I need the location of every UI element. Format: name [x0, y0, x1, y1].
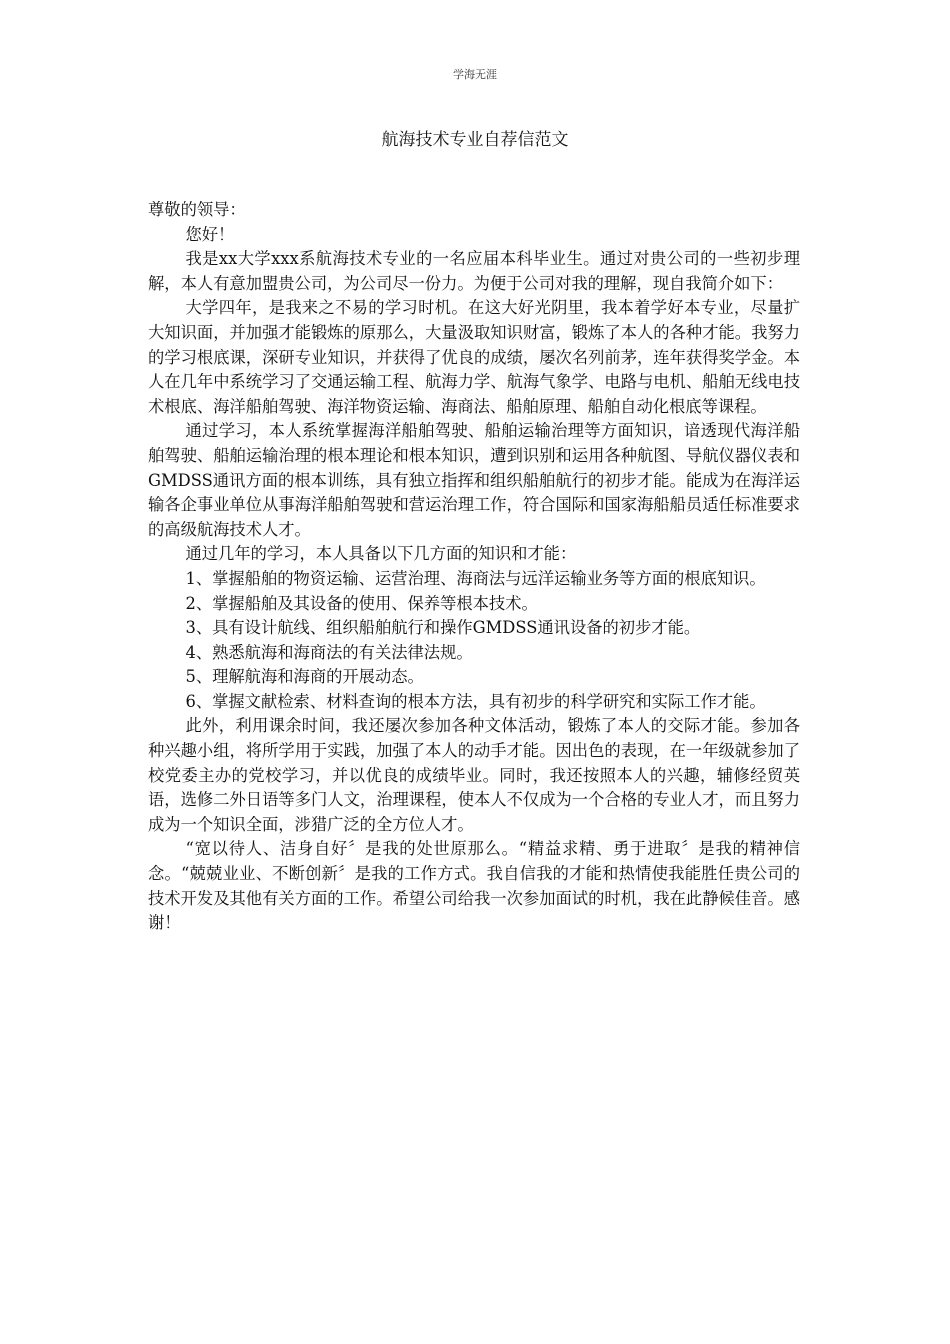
ability-item-4: 4、熟悉航海和海商法的有关法律法规。 — [185, 642, 473, 662]
ability-item-5: 5、理解航海和海商的开展动态。 — [185, 667, 424, 687]
paragraph-university: 大学四年，是我来之不易的学习时机。在这大好光阴里，我本着学好本专业，尽量扩大知识面，并加强才能锻炼的原那么，大量汲取知识财富，锻炼了本人的各种才能。我努力的学习根底课，深研专业知识，并获得了优良的成绩，屡次名列前茅，连年获得奖学金。本人在几年中系统学习了交通运输工程、航海力学、航海气象学、电路与电机、船舶无线电技术根底、海洋船舶驾驶、海洋物资运输、海商法、船舶原理、船舶自动化根底等课程。 — [148, 298, 800, 416]
ability-item-3: 3、具有设计航线、组织船舶航行和操作GMDSS通讯设备的初步才能。 — [185, 618, 701, 638]
ability-item-1: 1、掌握船舶的物资运输、运营治理、海商法与远洋运输业务等方面的根底知识。 — [185, 568, 766, 588]
page-header: 学海无涯 — [453, 68, 497, 81]
ability-item-6: 6、掌握文献检索、材料查询的根本方法，具有初步的科学研究和实际工作才能。 — [185, 691, 766, 711]
salutation: 尊敬的领导： — [148, 200, 246, 219]
document-title: 航海技术专业自荐信范文 — [381, 130, 569, 150]
paragraph-closing: “宽以待人、洁身自好〞是我的处世原那么。“精益求精、勇于进取〞是我的精神信念。“兢兢业业、不断创新〞是我的工作方式。我自信我的才能和热情使我能胜任贵公司的技术开发及其他有关方面的工作。希望公司给我一次参加面试的时机，我在此静候佳音。感谢！ — [148, 839, 800, 933]
ability-item-2: 2、掌握船舶及其设备的使用、保养等根本技术。 — [185, 593, 538, 613]
paragraph-intro: 我是xx大学xxx系航海技术专业的一名应届本科毕业生。通过对贵公司的一些初步理解，本人有意加盟贵公司，为公司尽一份力。为便于公司对我的理解，现自我简介如下： — [148, 249, 800, 293]
letter-body — [148, 198, 800, 936]
paragraph-skills: 通过学习，本人系统掌握海洋船舶驾驶、船舶运输治理等方面知识，谙透现代海洋船舶驾驶、船舶运输治理的根本理论和根本知识，遭到识别和运用各种航图、导航仪器仪表和GMDSS通讯方面的根本训练，具有独立指挥和组织船舶航行的初步才能。能成为在海洋运输各企事业单位从事海洋船舶驾驶和营运治理工作，符合国际和国家海船船员适任标准要求的高级航海技术人才。 — [148, 421, 800, 539]
paragraph-activities: 此外，利用课余时间，我还屡次参加各种文体活动，锻炼了本人的交际才能。参加各种兴趣小组，将所学用于实践，加强了本人的动手才能。因出色的表现，在一年级就参加了校党委主办的党校学习，并以优良的成绩毕业。同时，我还按照本人的兴趣，辅修经贸英语，选修二外日语等多门人文，治理课程，使本人不仅成为一个合格的专业人才，而且努力成为一个知识全面，涉猎广泛的全方位人才。 — [148, 716, 800, 834]
paragraph-abilities-intro: 通过几年的学习，本人具备以下几方面的知识和才能： — [185, 544, 577, 564]
greeting: 您好！ — [185, 224, 235, 244]
